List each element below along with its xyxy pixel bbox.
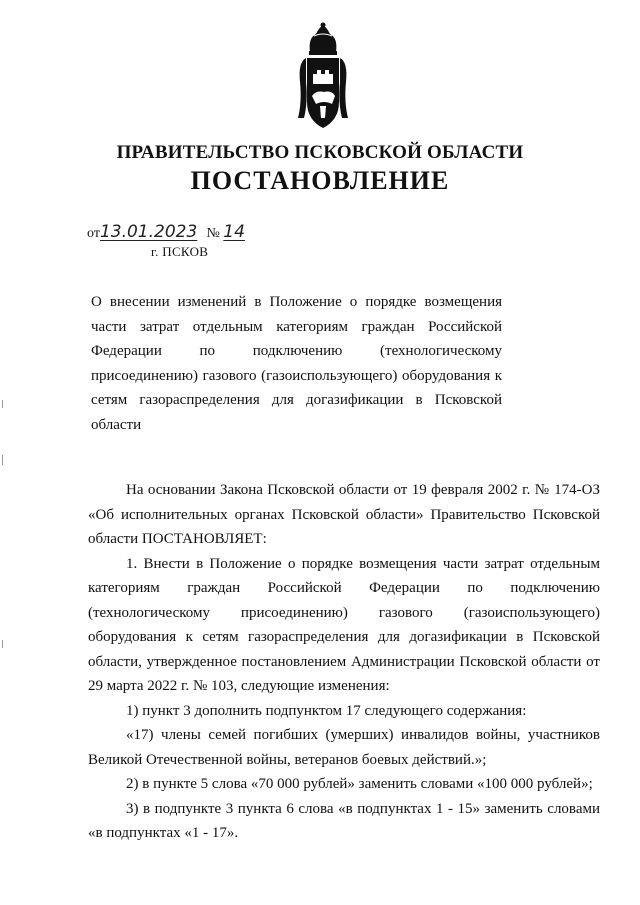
- registration-line: [87, 222, 271, 242]
- body-paragraph: «17) члены семей погибших (умерших) инвалидов войны, участников Великой Отечественной войны, ветеранов боевых действий.»;: [88, 727, 600, 768]
- scan-edge-mark: [2, 640, 3, 648]
- government-title: ПРАВИТЕЛЬСТВО ПСКОВСКОЙ ОБЛАСТИ: [116, 142, 524, 163]
- number-prefix: №: [206, 226, 220, 241]
- scan-edge-mark: [2, 455, 3, 465]
- handwritten-date: 13.01.2023: [99, 222, 198, 242]
- coat-of-arms-icon: [294, 22, 352, 132]
- body-paragraph: 2) в пункте 5 слова «70 000 рублей» заменить словами «100 000 рублей»;: [126, 776, 593, 792]
- date-prefix: от: [87, 226, 100, 241]
- document-body: [88, 478, 600, 846]
- body-paragraph: 1. Внести в Положение о порядке возмещения части затрат отдельным категориям граждан Российской Федерации по подключению (технологическому присоединению) газового (газоиспользующего) оборудования к сетям газораспределения для догазификации в Псковской области, утвержденное постановлением Администрации Псковской области от 29 марта 2022 г. № 103, следующие изменения:: [88, 555, 600, 694]
- city-label: г. ПСКОВ: [151, 244, 209, 259]
- body-paragraph: 1) пункт 3 дополнить подпунктом 17 следующего содержания:: [126, 702, 527, 719]
- document-subject: О внесении изменений в Положение о порядке возмещения части затрат отдельным категориям граждан Российской Федерации по подключению (технологическому присоединению) газового (газоиспользующего) оборудования к сетям газораспределения для догазификации в Псковской области: [91, 294, 502, 433]
- scan-edge-mark: [2, 400, 3, 408]
- body-paragraph: На основании Закона Псковской области от 19 февраля 2002 г. № 174-ОЗ «Об исполнительных органах Псковской области» Правительство Псковской области ПОСТАНОВЛЯЕТ:: [88, 482, 600, 547]
- body-paragraph: 3) в подпункте 3 пункта 6 слова «в подпунктах 1 - 15» заменить словами «в подпунктах «1 - 17».: [88, 800, 600, 841]
- document-type: ПОСТАНОВЛЕНИЕ: [190, 166, 450, 195]
- handwritten-number: 14: [223, 222, 245, 242]
